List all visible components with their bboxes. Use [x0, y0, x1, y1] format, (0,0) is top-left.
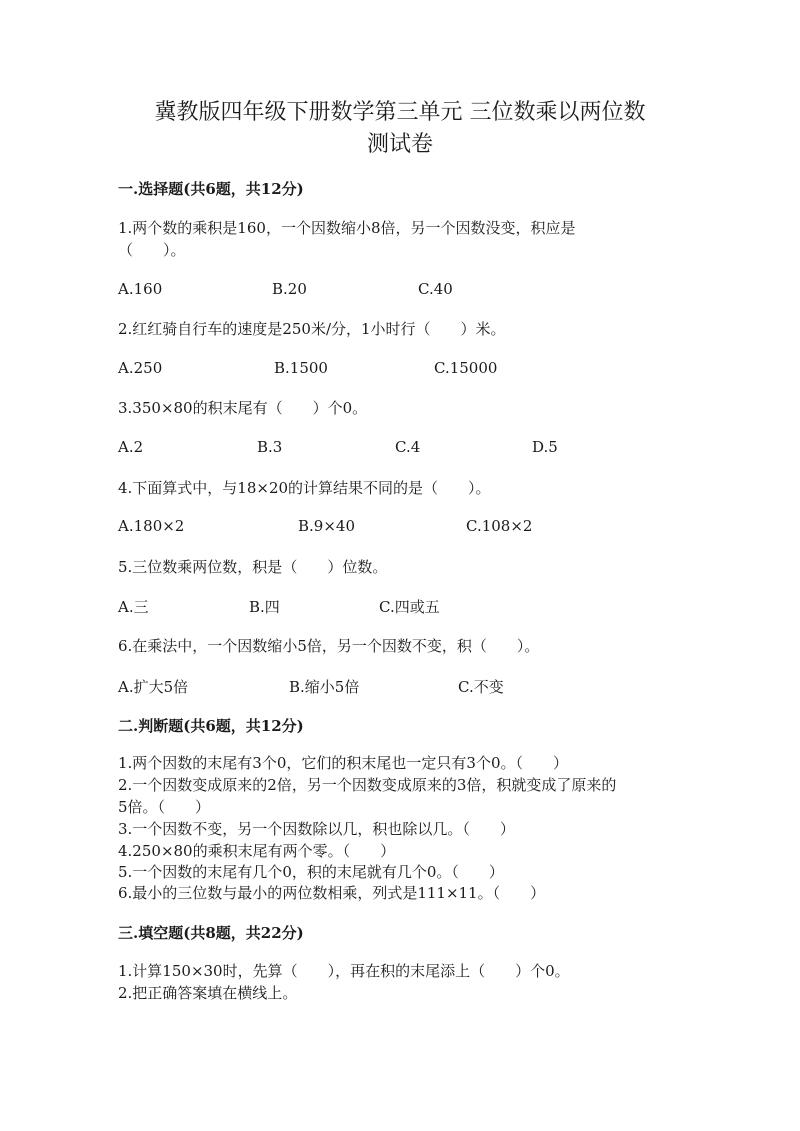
question-2-option-a[interactable]: A.250 — [118, 359, 163, 377]
question-2-option-c[interactable]: C.15000 — [434, 359, 498, 377]
judge-line-2-cont: 5倍。（ ） — [118, 798, 211, 816]
section-heading-choice: 一.选择题(共6题，共12分) — [118, 180, 304, 198]
judge-line-5: 5.一个因数的末尾有几个0，积的末尾就有几个0。（ ） — [118, 863, 504, 881]
question-1-text: 1.两个数的乘积是160，一个因数缩小8倍，另一个因数没变，积应是 — [118, 219, 576, 237]
question-3-option-b[interactable]: B.3 — [257, 438, 283, 456]
question-6-option-b[interactable]: B.缩小5倍 — [289, 678, 360, 696]
question-6-text: 6.在乘法中，一个因数缩小5倍，另一个因数不变，积（ ）。 — [118, 637, 540, 655]
question-5-text: 5.三位数乘两位数，积是（ ）位数。 — [118, 558, 388, 576]
judge-line-6: 6.最小的三位数与最小的两位数相乘，列式是111×11。（ ） — [118, 884, 546, 902]
question-1-option-c[interactable]: C.40 — [418, 280, 453, 298]
question-3-option-c[interactable]: C.4 — [395, 438, 421, 456]
question-1-option-b[interactable]: B.20 — [272, 280, 307, 298]
page-title-line2: 测试卷 — [366, 132, 433, 157]
question-3-option-d[interactable]: D.5 — [532, 438, 558, 456]
question-4-option-b[interactable]: B.9×40 — [298, 517, 355, 535]
question-5-option-b[interactable]: B.四 — [249, 598, 280, 616]
judge-line-4: 4.250×80的乘积末尾有两个零。（ ） — [118, 842, 396, 860]
judge-line-3: 3.一个因数不变，另一个因数除以几，积也除以几。（ ） — [118, 820, 515, 838]
section-heading-judge: 二.判断题(共6题，共12分) — [118, 717, 304, 735]
question-1-text-cont: （ ）。 — [118, 241, 186, 259]
page-title-line1: 冀教版四年级下册数学第三单元 三位数乘以两位数 — [154, 100, 646, 125]
question-5-option-a[interactable]: A.三 — [118, 598, 149, 616]
question-3-text: 3.350×80的积末尾有（ ）个0。 — [118, 399, 368, 417]
question-4-text: 4.下面算式中，与18×20的计算结果不同的是（ ）。 — [118, 479, 491, 497]
question-6-option-a[interactable]: A.扩大5倍 — [118, 678, 189, 696]
judge-line-1: 1.两个因数的末尾有3个0，它们的积末尾也一定只有3个0。（ ） — [118, 754, 568, 772]
fill-line-1: 1.计算150×30时，先算（ ），再在积的末尾添上（ ）个0。 — [118, 962, 570, 980]
question-2-option-b[interactable]: B.1500 — [274, 359, 328, 377]
question-4-option-a[interactable]: A.180×2 — [118, 517, 185, 535]
question-5-option-c[interactable]: C.四或五 — [379, 598, 440, 616]
fill-line-2: 2.把正确答案填在横线上。 — [118, 984, 298, 1002]
question-3-option-a[interactable]: A.2 — [118, 438, 144, 456]
judge-line-2: 2.一个因数变成原来的2倍，另一个因数变成原来的3倍，积就变成了原来的 — [118, 776, 617, 794]
section-heading-fill: 三.填空题(共8题，共22分) — [118, 924, 304, 942]
question-6-option-c[interactable]: C.不变 — [458, 678, 504, 696]
question-1-option-a[interactable]: A.160 — [118, 280, 163, 298]
question-4-option-c[interactable]: C.108×2 — [466, 517, 533, 535]
question-2-text: 2.红红骑自行车的速度是250米/分，1小时行（ ）米。 — [118, 320, 506, 338]
